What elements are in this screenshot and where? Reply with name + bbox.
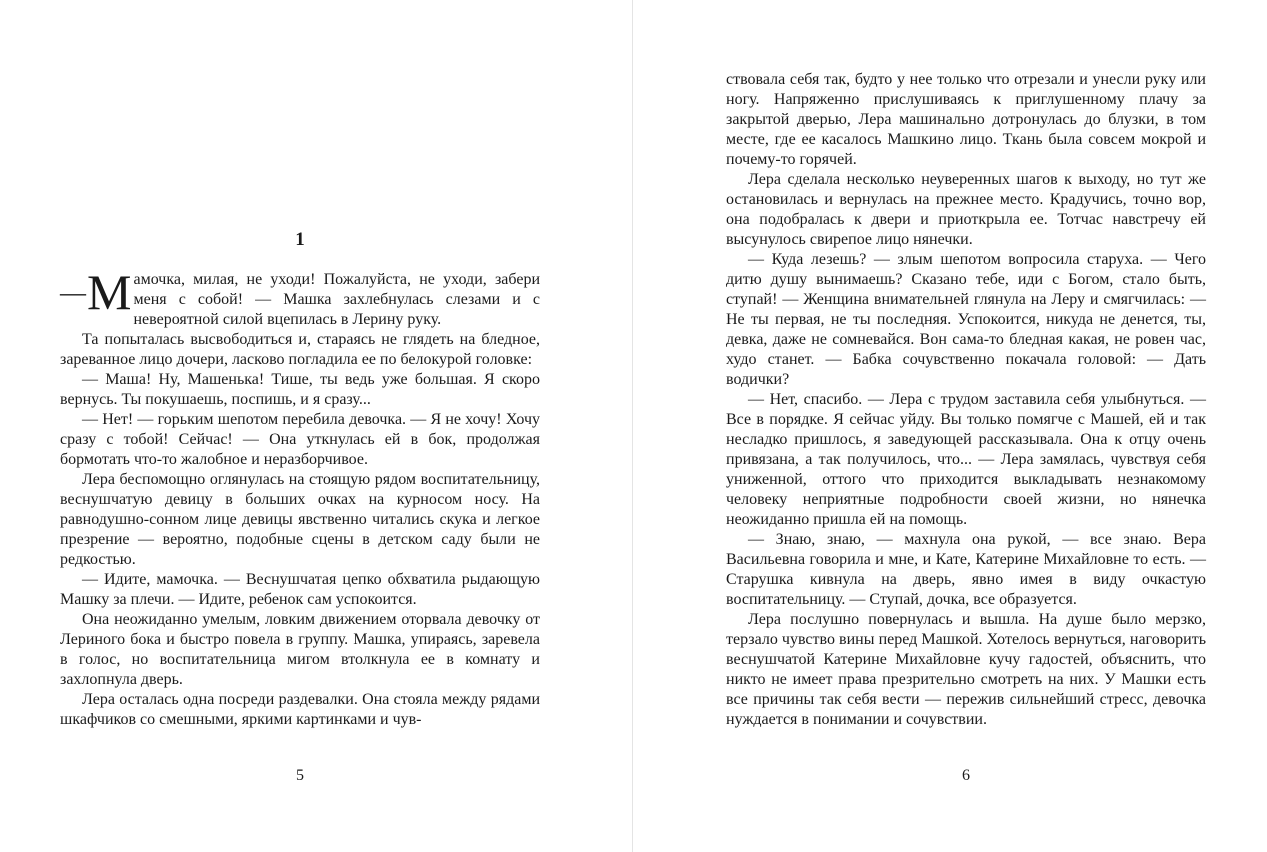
- paragraph: Лера осталась одна посреди раздевалки. Она стояла между рядами шкафчиков со смешными, яркими картинками и чув-: [60, 691, 540, 728]
- paragraph: Лера послушно повернулась и вышла. На душе было мерзко, терзало чувство вины перед Машкой. Хотелось вернуться, наговорить веснушчатой Катерине Михайловне кучу гадостей, объяснить, что никто не имеет права презрительно смотреть на них. У Машки есть все причины так себя вести — пережив сильнейший стресс, девочка нуждается в понимании и сочувствии.: [726, 611, 1206, 728]
- continued-paragraph: ствовала себя так, будто у нее только что отрезали и унесли руку или ногу. Напряженно прислушиваясь к приглушенному плачу за закрытой дверью, Лера машинально дотронулась до блузки, в том месте, где ее касалось Машкино лицо. Ткань была совсем мокрой и почему-то горячей.: [726, 71, 1206, 168]
- left-page: [0, 0, 632, 852]
- page-number-right: 6: [962, 767, 970, 784]
- left-page-text: [60, 264, 540, 730]
- right-page: [633, 0, 1267, 852]
- paragraph: — Нет, спасибо. — Лера с трудом заставила себя улыбнуться. — Все в порядке. Я сейчас уйду. Вы только помягче с Машей, ей и так несладко пришлось, я заведующей рассказывала. Она к отцу очень привязана, а так получилось, что... — Лера замялась, чувствуя себя униженной, оттого что приходится выкладывать незнакомому человеку неприятные подробности своей жизни, но нянечка неожиданно пришла ей на помощь.: [726, 391, 1206, 528]
- drop-cap-dash: —: [60, 278, 86, 307]
- paragraph: — Маша! Ну, Машенька! Тише, ты ведь уже большая. Я скоро вернусь. Ты покушаешь, поспишь, и я сразу...: [60, 371, 540, 408]
- paragraph: Она неожиданно умелым, ловким движением оторвала девочку от Лериного бока и быстро повела в группу. Машка, упираясь, заревела в голос, но воспитательница мигом втолкнула ее в комнату и захлопнула дверь.: [60, 611, 540, 688]
- paragraph: Лера беспомощно оглянулась на стоящую рядом воспитательницу, веснушчатую девицу в больших очках на курносом носу. На равнодушно-сонном лице девицы явственно читались скука и легкое презрение — вероятно, подобные сцены в детском саду были не редкостью.: [60, 471, 540, 568]
- drop-cap-letter: М: [87, 264, 132, 320]
- paragraph: Та попыталась высвободиться и, стараясь не глядеть на бледное, зареванное лицо дочери, ласково погладила ее по белокурой головке:: [60, 331, 540, 368]
- paragraph-text: амочка, милая, не уходи! Пожалуйста, не уходи, забери меня с собой! — Машка захлебнулась слезами и с невероятной силой вцепилась в Лерину руку.: [133, 271, 540, 328]
- paragraph: — Идите, мамочка. — Веснушчатая цепко обхватила рыдающую Машку за плечи. — Идите, ребенок сам успокоится.: [60, 571, 540, 608]
- paragraph: Лера сделала несколько неуверенных шагов к выходу, но тут же остановилась и вернулась на прежнее место. Крадучись, точно вор, она подобралась к двери и приоткрыла ее. Тотчас навстречу ей высунулось свирепое лицо нянечки.: [726, 171, 1206, 248]
- chapter-number: 1: [295, 229, 305, 250]
- opening-paragraph: [60, 264, 540, 330]
- page-number-left: 5: [296, 767, 304, 784]
- paragraph: — Куда лезешь? — злым шепотом вопросила старуха. — Чего дитю душу вынимаешь? Сказано тебе, иди с Богом, стало быть, ступай! — Женщина внимательней глянула на Леру и смягчилась: — Не ты первая, не ты последняя. Успокоится, никуда не денется, ты, девка, даже не сомневайся. Вон сама-то бледная какая, не ровен час, худо станет. — Бабка сочувственно покачала головой: — Дать водички?: [726, 251, 1206, 388]
- paragraph: — Знаю, знаю, — махнула она рукой, — все знаю. Вера Васильевна говорила и мне, и Кате, Катерине Михайловне то есть. — Старушка кивнула на дверь, явно имея в виду очкастую воспитательницу. — Ступай, дочка, все образуется.: [726, 531, 1206, 608]
- right-page-text: [726, 70, 1206, 730]
- paragraph: — Нет! — горьким шепотом перебила девочка. — Я не хочу! Хочу сразу с тобой! Сейчас! — Она уткнулась ей в бок, продолжая бормотать что-то жалобное и неразборчивое.: [60, 411, 540, 468]
